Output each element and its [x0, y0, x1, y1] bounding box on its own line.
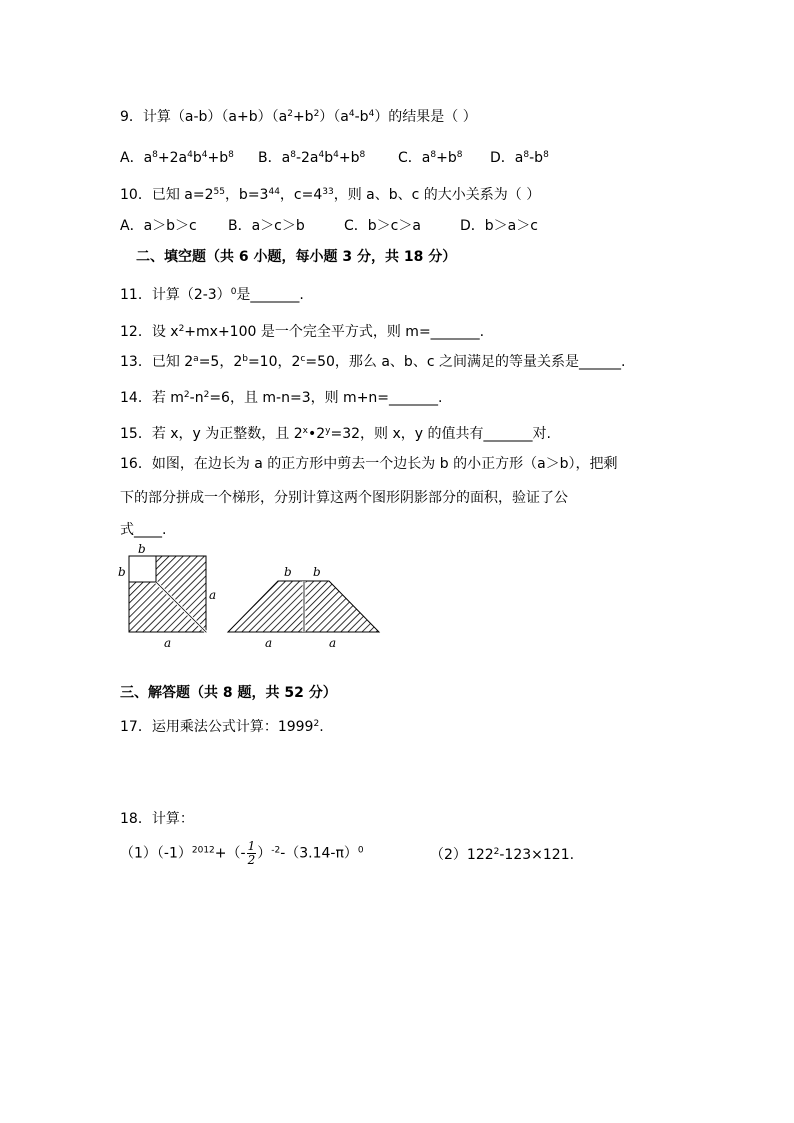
question-18-title: 18．计算：	[120, 811, 194, 827]
label-b-top: b	[138, 543, 146, 556]
option-label: B．	[258, 150, 282, 166]
option-text: -b	[529, 150, 544, 166]
option-exp: 8	[359, 150, 366, 160]
small-square-cutout	[129, 556, 156, 582]
q11-exp: 0	[230, 287, 237, 297]
q15-text: •2	[307, 426, 326, 442]
option-label: A．	[120, 150, 144, 166]
q18-exp: 0	[357, 845, 364, 856]
q9-exp: 4	[348, 109, 355, 119]
option-exp: 8	[228, 150, 234, 160]
trapezoid-figure	[228, 565, 379, 650]
q13-exp: a	[193, 354, 199, 364]
fraction-one-half	[247, 840, 257, 867]
question-14	[120, 388, 442, 408]
q13-text: =5，2	[198, 354, 243, 370]
q16-figures	[118, 543, 383, 657]
q14-text: 14．若 m	[120, 390, 184, 406]
q18-text: -（3.14-π）	[280, 845, 358, 862]
q18-text: +（-	[214, 845, 246, 862]
label-b-top-right: b	[313, 565, 321, 579]
label-b-top-left: b	[284, 565, 292, 579]
question-10	[120, 185, 540, 205]
option-text: b	[324, 150, 334, 166]
option-exp: 4	[333, 150, 339, 160]
q14-exp: 2	[203, 390, 210, 400]
section-3-heading: 三、解答题（共 8 题，共 52 分）	[120, 685, 337, 701]
option-label: D．	[490, 150, 515, 166]
option-text: a	[421, 150, 431, 166]
q10-text: 10．已知 a=2	[120, 187, 214, 203]
square-figure	[118, 543, 216, 650]
question-11	[120, 285, 304, 305]
q15-text: 15．若 x，y 为正整数，且 2	[120, 426, 303, 442]
q18-text: （2）122	[430, 847, 494, 863]
q9-option-d[interactable]	[490, 148, 549, 168]
option-exp: 8	[456, 150, 463, 160]
question-17	[120, 717, 324, 737]
option-exp: 8	[523, 150, 530, 160]
q18-exp: -2	[271, 845, 281, 856]
label-a-right: a	[209, 588, 217, 602]
option-text: a	[514, 150, 524, 166]
fraction-denominator: 2	[247, 853, 256, 867]
fraction-numerator: 1	[247, 839, 256, 853]
q17-text: .	[319, 719, 324, 735]
option-label: C．	[398, 150, 422, 166]
q13-text: =50，那么 a、b、c 之间满足的等量关系是______.	[305, 354, 626, 370]
question-16-line-1: 16．如图，在边长为 a 的正方形中剪去一个边长为 b 的小正方形（a＞b），把剩	[120, 456, 618, 472]
q10-text: ，c=4	[279, 187, 323, 203]
option-exp: 8	[430, 150, 437, 160]
q15-exp: x	[302, 426, 308, 436]
option-text: b	[192, 150, 202, 166]
option-text: -2a	[295, 150, 319, 166]
q12-text: 12．设 x	[120, 324, 179, 340]
q14-exp: 2	[183, 390, 190, 400]
q9-exp: 2	[287, 109, 293, 119]
question-12	[120, 322, 484, 342]
q15-exp: y	[325, 426, 331, 436]
q9-exp: 4	[368, 109, 375, 119]
q14-text: =6，且 m-n=3，则 m+n=_______.	[209, 390, 443, 406]
q9-text: +b	[292, 109, 314, 125]
q10-option-c[interactable]: C．b＞c＞a	[344, 218, 421, 234]
q13-text: 13．已知 2	[120, 354, 194, 370]
question-9	[120, 107, 477, 127]
q10-option-b[interactable]: B．a＞c＞b	[228, 218, 305, 234]
option-exp: 4	[201, 150, 208, 160]
q12-text: +mx+100 是一个完全平方式，则 m=_______.	[184, 324, 485, 340]
section-2-heading: 二、填空题（共 6 小题，每小题 3 分，共 18 分）	[136, 249, 457, 265]
q13-exp: c	[300, 354, 306, 364]
q13-exp: b	[242, 354, 248, 364]
q15-text: =32，则 x，y 的值共有_______对.	[330, 426, 551, 442]
question-18-part-1	[120, 840, 364, 867]
label-a-bottom: a	[164, 636, 172, 650]
q9-text: ）（a	[319, 109, 349, 125]
q11-text: 11．计算（2-3）	[120, 287, 231, 303]
q10-exp: 33	[322, 187, 334, 197]
option-text: +b	[436, 150, 457, 166]
q18-text: （1）（-1）	[120, 845, 192, 862]
q9-text: ）的结果是（ ）	[374, 109, 477, 125]
q10-exp: 44	[268, 187, 280, 197]
q16-figure-svg	[118, 543, 383, 653]
q18-text: -123×121.	[499, 847, 575, 863]
q17-exp: 2	[313, 719, 320, 729]
option-exp: 8	[152, 150, 158, 160]
q10-exp: 55	[213, 187, 225, 197]
question-18-part-2	[430, 845, 574, 865]
question-9-options	[120, 148, 549, 168]
q18-exp: 2012	[191, 845, 215, 856]
q11-text: 是_______.	[236, 287, 304, 303]
q9-option-a[interactable]	[120, 148, 258, 168]
q14-text: -n	[189, 390, 204, 406]
question-16-line-3: 式____.	[120, 522, 167, 538]
q13-text: =10，2	[247, 354, 301, 370]
question-10-options	[120, 216, 538, 236]
label-a-bottom-left: a	[265, 636, 273, 650]
q9-option-c[interactable]	[398, 148, 490, 168]
option-exp: 4	[187, 150, 193, 160]
q9-option-b[interactable]	[258, 148, 398, 168]
option-text: a	[143, 150, 153, 166]
label-b-left: b	[118, 565, 126, 579]
option-text: +2a	[157, 150, 188, 166]
question-15	[120, 424, 551, 444]
option-text: +b	[338, 150, 360, 166]
q10-text: ，b=3	[224, 187, 269, 203]
q10-option-a[interactable]: A．a＞b＞c	[120, 218, 197, 234]
q10-option-d[interactable]: D．b＞a＞c	[460, 218, 538, 234]
question-13	[120, 352, 625, 372]
q17-text: 17．运用乘法公式计算：1999	[120, 719, 314, 735]
question-16-line-2: 下的部分拼成一个梯形，分别计算这两个图形阴影部分的面积，验证了公	[120, 490, 568, 506]
option-exp: 4	[318, 150, 325, 160]
q18-text: ）	[257, 845, 272, 862]
q12-exp: 2	[178, 324, 185, 334]
option-exp: 8	[543, 150, 549, 160]
q9-text: -b	[354, 109, 369, 125]
q10-text: ，则 a、b、c 的大小关系为（ ）	[333, 187, 541, 203]
q9-text: 9．计算（a-b）（a+b）（a	[120, 109, 288, 125]
option-text: +b	[207, 150, 229, 166]
q9-exp: 2	[313, 109, 320, 119]
q18-exp: 2	[493, 847, 500, 857]
label-a-bottom-right: a	[329, 636, 337, 650]
option-text: a	[281, 150, 291, 166]
option-exp: 8	[290, 150, 296, 160]
